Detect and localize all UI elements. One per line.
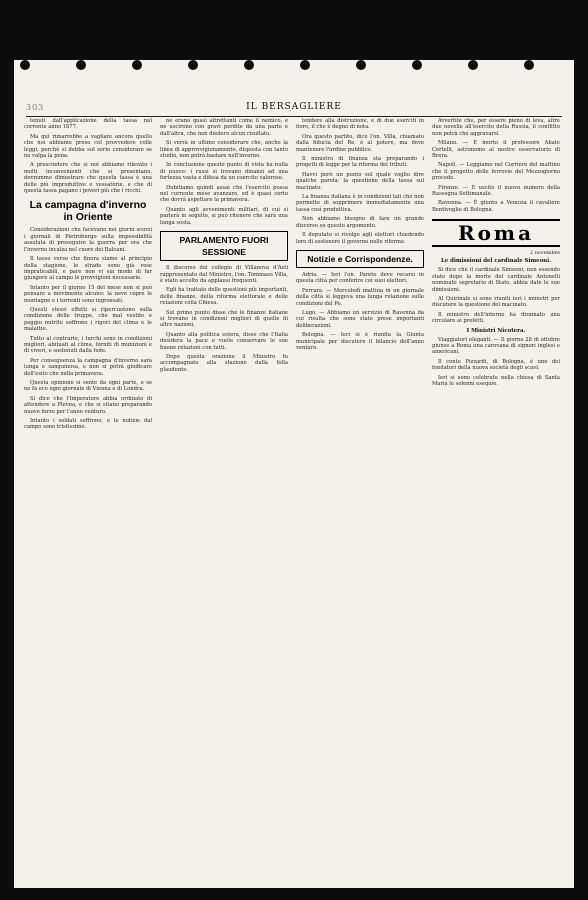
paragraph: Il conte Pizzardi, di Bologna, è uno dei fondatori della nuova società degli scavi.: [432, 358, 560, 372]
newspaper-title: IL BERSAGLIERE: [246, 102, 342, 112]
dateline: 2 novembre: [529, 250, 560, 257]
paragraph: Napoli. — Leggiamo nel Corriere del mattino che il progetto delle ferrovie del Mezzogiorno procede.: [432, 162, 560, 182]
paragraph: Quanto alla politica estera, disse che l'Italia desidera la pace e vuole conservare le sue buone relazioni con tutti.: [160, 331, 288, 351]
paragraph: Havvi però un punto sul quale voglio dire qualche parola: la questione della tassa sul macinato.: [296, 171, 424, 191]
article-heading: PARLAMENTO FUORI SESSIONE: [160, 231, 288, 261]
paragraph: Il tasso verso che finora siamo al principio della stagione, le strade sono già rese impraticabili, e pare non vi sia modo di far giungere al campo le provvigioni necessarie.: [24, 256, 152, 282]
paragraph: Il ministro dell'interno ha diramato una circolare ai prefetti.: [432, 311, 560, 325]
paragraph: Ma qui rimarrebbe a vagliare ancora quello che noi abbiamo preso col provvedere colle leggi, perchè si debba sul serio considerare se ne valga la pena.: [24, 133, 152, 160]
paragraph: ne erano quasi altrettanti come il nemico, e ne uscirono con gravi perdite da una parte e dall'altra, che non diedero alcun risultato.: [160, 118, 288, 137]
punch-hole: [76, 60, 86, 70]
paragraph: Questi stessi effetti si ripercuotono sulla condizione delle truppe, che mal vestite e peggio nutrite soffrono i rigori del clima e le malattie.: [24, 306, 152, 333]
paragraph: Si verrà in ultimo considerare che, anche la linea di approvvigionamento, disposta con tanto studio, non potrà bastare nell'inverno.: [160, 140, 288, 160]
punch-hole: [188, 60, 198, 70]
paragraph: Dopo questa orazione il Ministro fu accompagnato alla stazione dalla folla plaudente.: [160, 353, 288, 373]
subheading: Le dimissioni del cardinale Simeoni.: [440, 258, 552, 265]
paragraph: Quanto agli avvenimenti militari, di cui si parlerà in seguito, si può ritenere che sarà una lunga sosta.: [160, 206, 288, 226]
paragraph: Adria. — Ieri l'on. Pareto deve recarsi in questa città per conferire coi suoi elettori.: [296, 271, 424, 285]
subheading: I Ministri Nicotera.: [466, 327, 526, 334]
punch-hole: [20, 60, 30, 70]
paragraph: Avvertite che, per essere pieno di leva, altre due novelle all'esercito della Russia, il conflitto non potrà che aggravarsi.: [432, 118, 560, 137]
punch-hole: [524, 60, 534, 70]
punch-hole: [412, 60, 422, 70]
paragraph: tendere alla distruzione, e di due eserciti in fiore, il che è degno di nota.: [296, 118, 424, 131]
paragraph: La finanza italiana è in condizioni tali che non permette di sopprimere immediatamente una tassa così produttiva.: [296, 194, 424, 213]
paragraph: Si dice che il cardinale Simeoni, non essendo stato dopo la morte del cardinale Antonelli nominato segretario di Stato, abbia date le sue dimissioni.: [432, 267, 560, 293]
section-heading-roma: Roma: [432, 219, 560, 247]
paragraph: Al Quirinale si sono riuniti ieri i ministri per discutere la questione del macinato.: [432, 295, 560, 309]
column-1: [24, 118, 152, 882]
paragraph: Ravenna. — È giunto a Venezia il cavaliere Bentivoglio di Bologna.: [432, 200, 560, 213]
punch-hole: [356, 60, 366, 70]
punch-hole: [300, 60, 310, 70]
running-header: [26, 102, 562, 117]
paragraph: Lugo. — Abbiamo un servizio di Ravenna da cui risulta che sono state prese importanti deliberazioni.: [296, 309, 424, 329]
paragraph: Non abbiamo bisogno di fare un grande discorso su questo argomento.: [296, 216, 424, 229]
paragraph: In conclusione questo punto di vista ha nulla di nuovo: i russi si trovano dinanzi ad una fortezza vasta e difesa da un esercito valoroso.: [160, 162, 288, 182]
punch-hole: [468, 60, 478, 70]
paragraph: Considerazioni che facevano nei giorni scorsi i giornali di Pietroburgo sulla impossibilità assoluta di proseguire la guerra per ora che l'inverno incalza nel cuore dei Balcani.: [24, 227, 152, 253]
article-columns: [24, 118, 564, 882]
punch-hole: [132, 60, 142, 70]
paragraph: Il ministro di finanza sta preparando i progetti di legge per la riforma dei tributi.: [296, 156, 424, 169]
paragraph: Il deputato si rivolge agli elettori chiedendo loro di sostenere il governo nelle riforme.: [296, 232, 424, 245]
paragraph: Ora questo partito, dice l'on. Villa, chiamato dalla fiducia del Re, è al potere, ma deve mantenere l'ordine pubblico.: [296, 133, 424, 153]
paragraph: Ferrara. — Mercoledì mattina in un giornale della città si leggeva una lunga relazione sulle condizioni del Po.: [296, 287, 424, 307]
paragraph: Si dice che l'Imperatore abbia ordinato di attendere a Plevna, e che si stiano preparando nuove forze per l'anno venturo.: [24, 395, 152, 415]
paragraph: A prescindere che si noi abbiamo rilevato i molti inconvenienti che si presentano, dovremmo dimostrare che questa tassa è una delle più improduttive e vessatorie, e che di questa tassa pagano i poveri più che i ricchi.: [24, 162, 152, 195]
paragraph: Milano. — È morto il professore Abate Cortelli, astronomo al nostro osservatorio di Brera.: [432, 140, 560, 160]
paragraph: Intanto per il giorno 15 del mese non si può pensare a movimento alcuno: la neve copre le montagne e i torrenti sono ingrossati.: [24, 284, 152, 304]
paragraph: Egli ha trattato delle questioni più importanti, delle finanze, della riforma elettorale e delle relazioni colla Chiesa.: [160, 287, 288, 307]
paragraph: Ieri si sono celebrate nella chiesa di Santa Maria le solenni esequie.: [432, 374, 560, 387]
paragraph: Firenze. — È uscito il nuovo numero della Rassegna Settimanale.: [432, 184, 560, 198]
paragraph: Tutto al contrario, i turchi sono in condizioni migliori, abituati al clima, forniti di munizioni e di viveri, e sostenuti dalla fede.: [24, 335, 152, 355]
page-number: 303: [26, 103, 45, 112]
paragraph: Sul primo punto disse che le finanze italiane si trovano in condizioni migliori di quelle di altre nazioni.: [160, 309, 288, 329]
column-3: [296, 118, 424, 882]
paragraph: Bologna. — Ieri si è riunita la Giunta municipale per discutere il bilancio dell'anno venturo.: [296, 332, 424, 351]
paragraph: tenuti dall'applicazione della tassa nel corrente anno 1877.: [24, 118, 152, 131]
article-heading: Notizie e Corrispondenze.: [296, 250, 424, 268]
paragraph: Il discorso del collegio di Villanova d'Asti rappresentato dal Ministro, l'on. Tommaso Villa, è stato accolto da applausi frequenti.: [160, 265, 288, 284]
column-2: [160, 118, 288, 882]
paragraph: Questa opinione si sente da ogni parte, e se ne fa eco ogni giornale di Vienna e di Londra.: [24, 380, 152, 393]
punch-hole: [244, 60, 254, 70]
article-heading: La campagna d'inverno in Oriente: [29, 199, 147, 224]
paragraph: Viaggiatori eleganti. — Il giorno 28 di ottobre giunse a Roma una carovana di signori inglesi e americani.: [432, 336, 560, 356]
paragraph: Intanto i soldati soffrono, e le notizie dal campo sono tristissime.: [24, 418, 152, 431]
newspaper-page: [14, 60, 574, 888]
column-4: [432, 118, 560, 882]
paragraph: Dubitiamo quindi assai che l'esercito possa nel corrente mese avanzare, ed è quasi certo che dovrà aspettare la primavera.: [160, 184, 288, 204]
paragraph: Per conseguenza la campagna d'inverno sarà lunga e sanguinosa, e non si potrà giudicare dell'esito che nella primavera.: [24, 357, 152, 377]
